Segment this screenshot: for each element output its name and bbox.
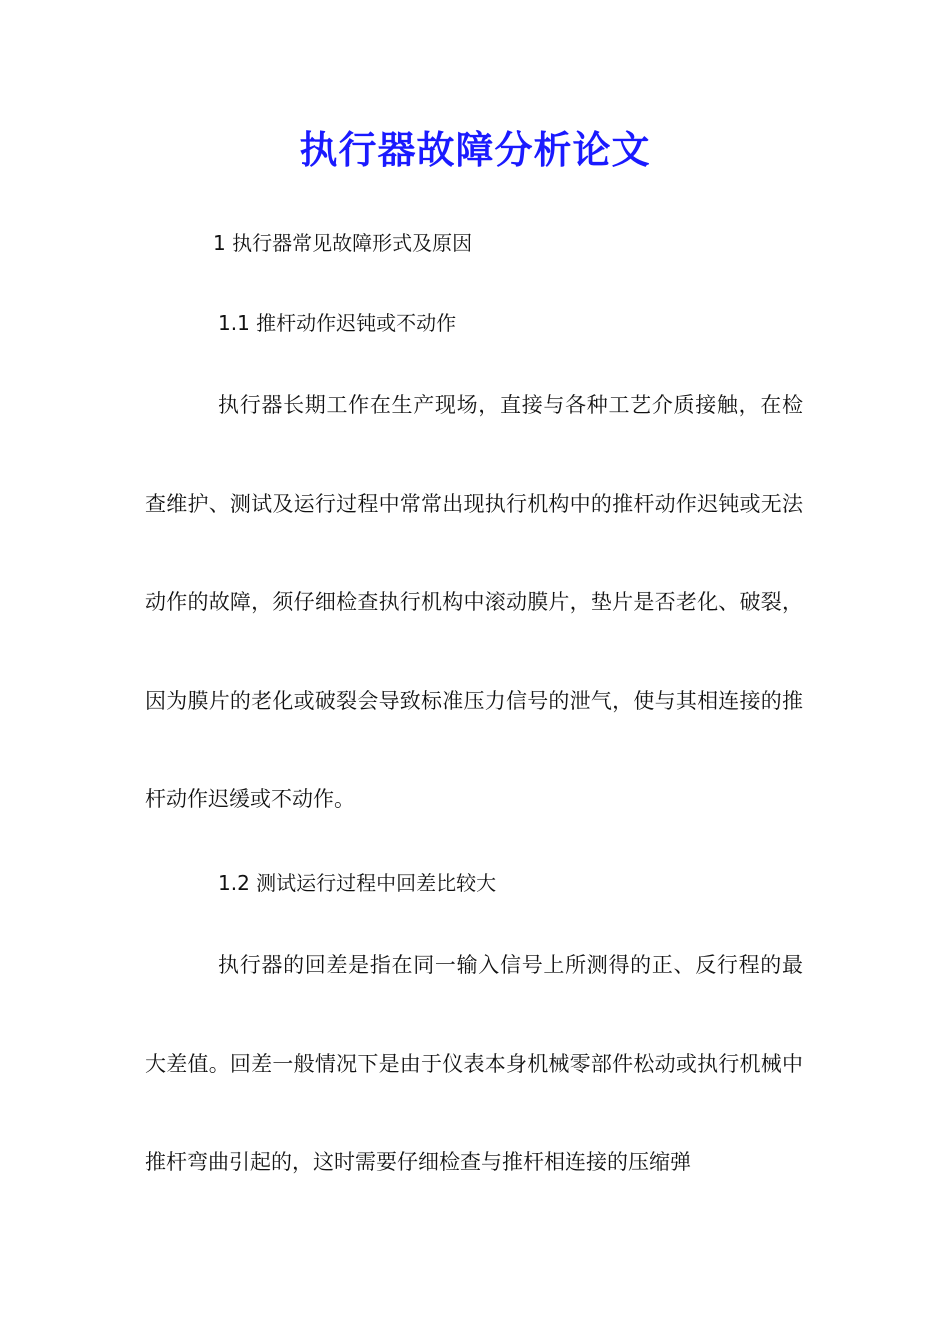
body-paragraph-1: 执行器长期工作在生产现场，直接与各种工艺介质接触，在检查维护、测试及运行过程中常常出现执行机构中的推杆动作迟钝或无法动作的故障，须仔细检查执行机构中滚动膜片，垫片是否老化、破裂，因为膜片的老化或破裂会导致标准压力信号的泄气，使与其相连接的推杆动作迟缓或不动作。 bbox=[145, 393, 803, 811]
section-heading-1: 1 执行器常见故障形式及原因 bbox=[213, 231, 473, 255]
document-title: 执行器故障分析论文 bbox=[299, 127, 651, 172]
section-heading-1-1: 1.1 推杆动作迟钝或不动作 bbox=[218, 311, 457, 335]
body-paragraph-2: 执行器的回差是指在同一输入信号上所测得的正、反行程的最大差值。回差一般情况下是由于仪表本身机械零部件松动或执行机械中推杆弯曲引起的，这时需要仔细检查与推杆相连接的压缩弹 bbox=[145, 953, 803, 1174]
section-heading-1-2: 1.2 测试运行过程中回差比较大 bbox=[218, 871, 497, 895]
